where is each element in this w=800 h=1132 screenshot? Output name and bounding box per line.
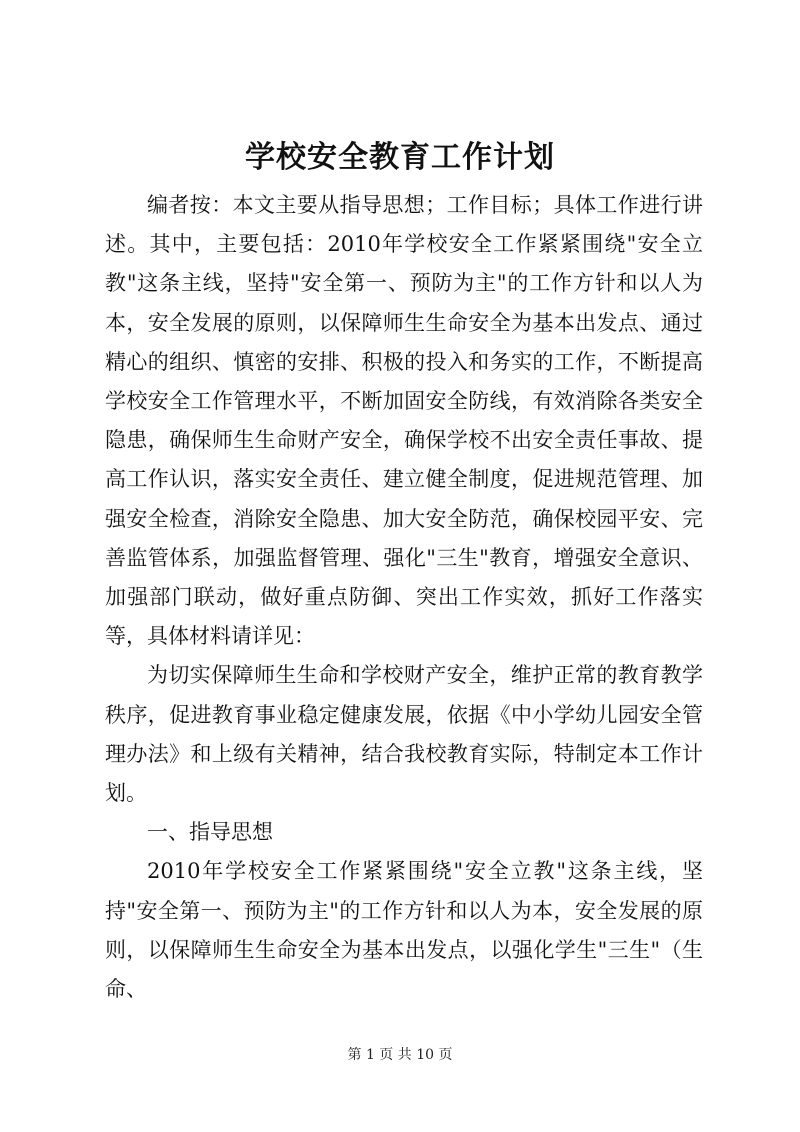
document-title: 学校安全教育工作计划 bbox=[245, 140, 555, 175]
intro-paragraph: 为切实保障师生生命和学校财产安全，维护正常的教育教学秩序，促进教育事业稳定健康发展，依据《中小学幼儿园安全管理办法》和上级有关精神，结合我校教育实际，特制定本工作计划。 bbox=[105, 663, 703, 806]
editor-note-paragraph: 编者按：本文主要从指导思想；工作目标；具体工作进行讲述。其中，主要包括：2010年学校安全工作紧紧围绕"安全立教"这条主线，坚持"安全第一、预防为主"的工作方针和以人为本，安全发展的原则，以保障师生生命安全为基本出发点、通过精心的组织、慎密的安排、积极的投入和务实的工作，不断提高学校安全工作管理水平，不断加固安全防线，有效消除各类安全隐患，确保师生生命财产安全，确保学校不出安全责任事故、提高工作认识，落实安全责任、建立健全制度，促进规范管理、加强安全检查，消除安全隐患、加大安全防范，确保校园平安、完善监管体系，加强监督管理、强化"三生"教育，增强安全意识、加强部门联动，做好重点防御、突出工作实效，抓好工作落实等，具体材料请详见： bbox=[105, 193, 703, 649]
section-heading-guiding-ideology: 一、指导思想 bbox=[147, 820, 273, 845]
page-number-footer: 第 1 页 共 10 页 bbox=[347, 1047, 453, 1063]
guiding-ideology-paragraph: 2010年学校安全工作紧紧围绕"安全立教"这条主线，坚持"安全第一、预防为主"的工作方针和以人为本，安全发展的原则，以保障师生生命安全为基本出发点，以强化学生"三生"（生命、 bbox=[105, 859, 703, 1002]
document-body bbox=[105, 186, 703, 1009]
